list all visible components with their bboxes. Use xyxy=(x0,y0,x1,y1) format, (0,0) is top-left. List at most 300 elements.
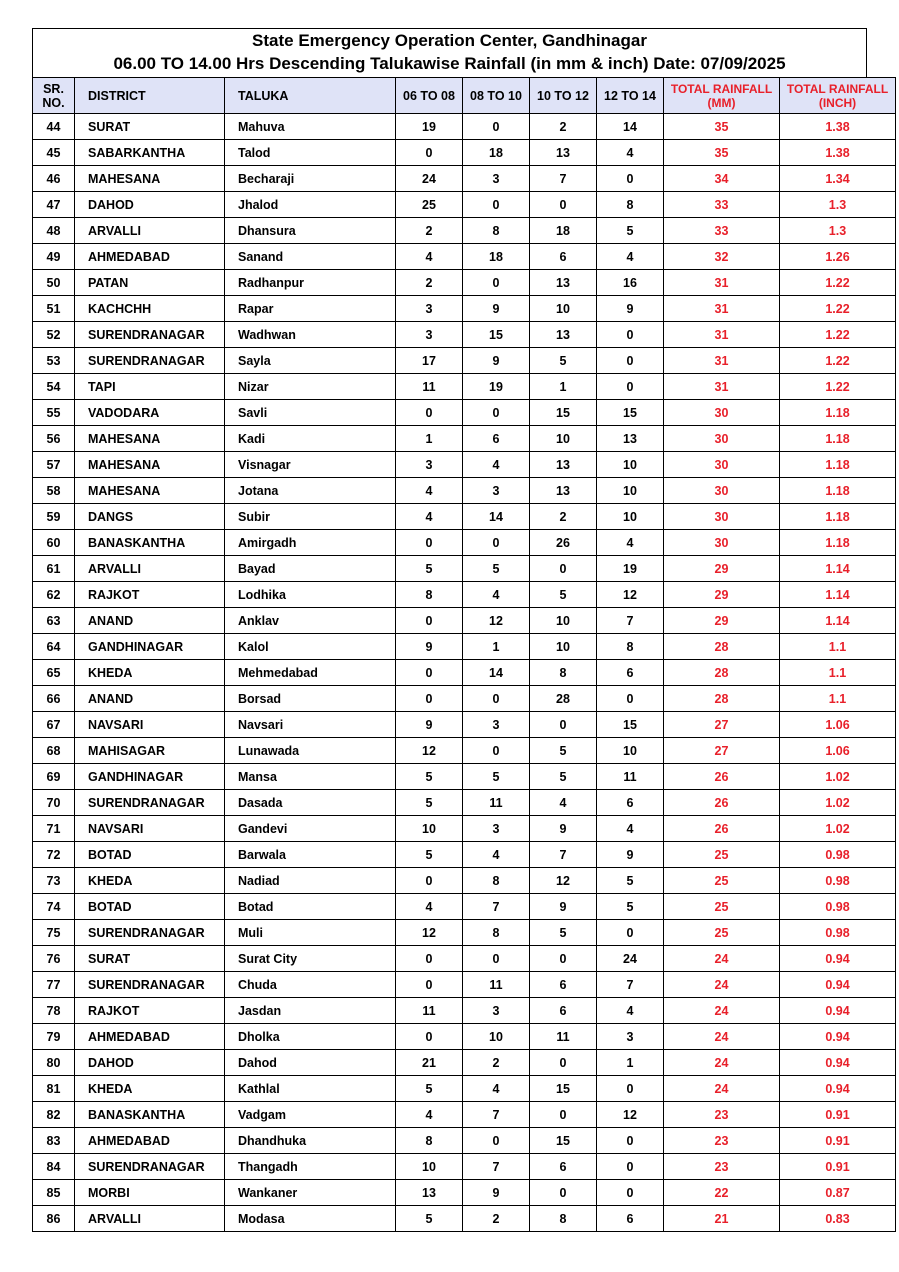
cell-rain-10-12: 2 xyxy=(530,114,597,140)
cell-total-inch: 0.91 xyxy=(780,1102,896,1128)
cell-taluka: Sanand xyxy=(225,244,396,270)
table-row xyxy=(33,114,896,140)
cell-total-inch: 0.83 xyxy=(780,1206,896,1232)
cell-taluka: Mansa xyxy=(225,764,396,790)
cell-rain-06-08: 1 xyxy=(396,426,463,452)
cell-rain-08-10: 0 xyxy=(463,192,530,218)
cell-rain-12-14: 19 xyxy=(597,556,664,582)
table-row xyxy=(33,530,896,556)
table-row xyxy=(33,972,896,998)
cell-rain-10-12: 10 xyxy=(530,296,597,322)
cell-sr-no: 59 xyxy=(33,504,75,530)
cell-district: KHEDA xyxy=(75,660,225,686)
cell-total-inch: 0.94 xyxy=(780,998,896,1024)
cell-total-mm: 27 xyxy=(664,712,780,738)
cell-rain-12-14: 0 xyxy=(597,1128,664,1154)
cell-rain-08-10: 4 xyxy=(463,452,530,478)
cell-rain-08-10: 6 xyxy=(463,426,530,452)
table-row xyxy=(33,868,896,894)
cell-district: AHMEDABAD xyxy=(75,1128,225,1154)
table-row xyxy=(33,1180,896,1206)
cell-total-inch: 1.18 xyxy=(780,478,896,504)
table-body xyxy=(33,114,896,1232)
cell-rain-08-10: 0 xyxy=(463,946,530,972)
table-row xyxy=(33,1154,896,1180)
cell-rain-08-10: 3 xyxy=(463,712,530,738)
cell-rain-08-10: 8 xyxy=(463,868,530,894)
cell-taluka: Anklav xyxy=(225,608,396,634)
table-row xyxy=(33,842,896,868)
table-row xyxy=(33,374,896,400)
cell-taluka: Vadgam xyxy=(225,1102,396,1128)
cell-rain-10-12: 7 xyxy=(530,166,597,192)
cell-district: SURAT xyxy=(75,946,225,972)
cell-total-mm: 24 xyxy=(664,1024,780,1050)
cell-sr-no: 80 xyxy=(33,1050,75,1076)
cell-total-mm: 22 xyxy=(664,1180,780,1206)
cell-rain-08-10: 9 xyxy=(463,1180,530,1206)
cell-total-inch: 0.94 xyxy=(780,972,896,998)
table-row xyxy=(33,816,896,842)
table-row xyxy=(33,452,896,478)
cell-rain-10-12: 5 xyxy=(530,764,597,790)
cell-district: RAJKOT xyxy=(75,998,225,1024)
cell-rain-10-12: 0 xyxy=(530,1102,597,1128)
cell-rain-10-12: 13 xyxy=(530,322,597,348)
cell-rain-10-12: 10 xyxy=(530,608,597,634)
rainfall-report xyxy=(32,28,889,1232)
cell-total-mm: 26 xyxy=(664,790,780,816)
cell-rain-08-10: 12 xyxy=(463,608,530,634)
table-row xyxy=(33,1050,896,1076)
cell-rain-06-08: 4 xyxy=(396,244,463,270)
header-taluka: TALUKA xyxy=(225,78,396,114)
cell-total-mm: 24 xyxy=(664,1050,780,1076)
cell-total-mm: 23 xyxy=(664,1128,780,1154)
cell-rain-12-14: 5 xyxy=(597,868,664,894)
table-row xyxy=(33,400,896,426)
header-total-mm-line1: TOTAL RAINFALL xyxy=(670,81,773,96)
cell-rain-06-08: 5 xyxy=(396,556,463,582)
table-row xyxy=(33,686,896,712)
cell-sr-no: 66 xyxy=(33,686,75,712)
cell-taluka: Lodhika xyxy=(225,582,396,608)
cell-rain-12-14: 0 xyxy=(597,374,664,400)
cell-total-mm: 28 xyxy=(664,686,780,712)
cell-total-mm: 31 xyxy=(664,270,780,296)
cell-rain-06-08: 5 xyxy=(396,764,463,790)
cell-rain-12-14: 8 xyxy=(597,634,664,660)
cell-rain-12-14: 0 xyxy=(597,322,664,348)
cell-rain-10-12: 11 xyxy=(530,1024,597,1050)
cell-total-inch: 1.18 xyxy=(780,426,896,452)
cell-district: ANAND xyxy=(75,608,225,634)
cell-sr-no: 78 xyxy=(33,998,75,1024)
cell-taluka: Wadhwan xyxy=(225,322,396,348)
cell-district: GANDHINAGAR xyxy=(75,764,225,790)
cell-rain-10-12: 10 xyxy=(530,634,597,660)
cell-district: MAHESANA xyxy=(75,166,225,192)
cell-total-inch: 1.14 xyxy=(780,608,896,634)
cell-rain-06-08: 4 xyxy=(396,894,463,920)
cell-taluka: Navsari xyxy=(225,712,396,738)
cell-total-mm: 30 xyxy=(664,478,780,504)
cell-total-inch: 1.3 xyxy=(780,192,896,218)
cell-total-mm: 32 xyxy=(664,244,780,270)
cell-rain-08-10: 9 xyxy=(463,348,530,374)
cell-rain-06-08: 8 xyxy=(396,1128,463,1154)
cell-total-mm: 31 xyxy=(664,348,780,374)
cell-taluka: Mahuva xyxy=(225,114,396,140)
cell-total-inch: 1.18 xyxy=(780,452,896,478)
cell-rain-12-14: 0 xyxy=(597,1180,664,1206)
cell-rain-12-14: 6 xyxy=(597,660,664,686)
cell-rain-08-10: 8 xyxy=(463,920,530,946)
cell-rain-12-14: 1 xyxy=(597,1050,664,1076)
cell-total-mm: 34 xyxy=(664,166,780,192)
cell-rain-08-10: 18 xyxy=(463,244,530,270)
cell-rain-10-12: 13 xyxy=(530,270,597,296)
cell-rain-06-08: 4 xyxy=(396,1102,463,1128)
cell-district: KHEDA xyxy=(75,1076,225,1102)
cell-rain-10-12: 12 xyxy=(530,868,597,894)
cell-rain-08-10: 19 xyxy=(463,374,530,400)
cell-rain-08-10: 2 xyxy=(463,1206,530,1232)
cell-sr-no: 82 xyxy=(33,1102,75,1128)
table-row xyxy=(33,712,896,738)
cell-rain-10-12: 0 xyxy=(530,1050,597,1076)
cell-taluka: Dahod xyxy=(225,1050,396,1076)
cell-total-mm: 30 xyxy=(664,400,780,426)
cell-rain-12-14: 16 xyxy=(597,270,664,296)
cell-total-inch: 0.98 xyxy=(780,894,896,920)
cell-rain-12-14: 11 xyxy=(597,764,664,790)
table-row xyxy=(33,894,896,920)
cell-total-mm: 31 xyxy=(664,322,780,348)
cell-sr-no: 56 xyxy=(33,426,75,452)
cell-rain-10-12: 28 xyxy=(530,686,597,712)
cell-rain-06-08: 0 xyxy=(396,868,463,894)
cell-total-inch: 1.1 xyxy=(780,634,896,660)
cell-district: MAHISAGAR xyxy=(75,738,225,764)
cell-sr-no: 72 xyxy=(33,842,75,868)
cell-total-mm: 24 xyxy=(664,1076,780,1102)
cell-total-mm: 25 xyxy=(664,868,780,894)
cell-rain-08-10: 11 xyxy=(463,972,530,998)
table-row xyxy=(33,998,896,1024)
cell-total-inch: 1.02 xyxy=(780,816,896,842)
cell-rain-10-12: 10 xyxy=(530,426,597,452)
cell-taluka: Dasada xyxy=(225,790,396,816)
cell-rain-08-10: 2 xyxy=(463,1050,530,1076)
cell-district: RAJKOT xyxy=(75,582,225,608)
cell-rain-12-14: 10 xyxy=(597,452,664,478)
cell-rain-12-14: 15 xyxy=(597,712,664,738)
cell-district: GANDHINAGAR xyxy=(75,634,225,660)
cell-sr-no: 74 xyxy=(33,894,75,920)
cell-total-mm: 29 xyxy=(664,582,780,608)
cell-rain-12-14: 15 xyxy=(597,400,664,426)
cell-taluka: Sayla xyxy=(225,348,396,374)
cell-total-mm: 31 xyxy=(664,296,780,322)
cell-district: SURENDRANAGAR xyxy=(75,322,225,348)
cell-rain-06-08: 12 xyxy=(396,738,463,764)
header-total-mm xyxy=(664,78,780,114)
cell-sr-no: 60 xyxy=(33,530,75,556)
cell-rain-12-14: 7 xyxy=(597,608,664,634)
cell-rain-12-14: 4 xyxy=(597,140,664,166)
cell-rain-12-14: 12 xyxy=(597,1102,664,1128)
cell-rain-10-12: 6 xyxy=(530,998,597,1024)
cell-total-inch: 1.34 xyxy=(780,166,896,192)
cell-rain-08-10: 18 xyxy=(463,140,530,166)
cell-taluka: Dhansura xyxy=(225,218,396,244)
cell-rain-06-08: 25 xyxy=(396,192,463,218)
cell-district: DAHOD xyxy=(75,192,225,218)
cell-rain-12-14: 3 xyxy=(597,1024,664,1050)
report-subtitle: 06.00 TO 14.00 Hrs Descending Talukawise Rainfall (in mm & inch) Date: 07/09/2025 xyxy=(113,54,786,73)
cell-rain-10-12: 1 xyxy=(530,374,597,400)
cell-total-mm: 24 xyxy=(664,972,780,998)
cell-total-inch: 1.18 xyxy=(780,400,896,426)
cell-rain-08-10: 14 xyxy=(463,660,530,686)
cell-total-inch: 1.18 xyxy=(780,530,896,556)
cell-rain-06-08: 3 xyxy=(396,322,463,348)
cell-rain-06-08: 2 xyxy=(396,270,463,296)
cell-rain-12-14: 10 xyxy=(597,738,664,764)
cell-rain-06-08: 0 xyxy=(396,686,463,712)
cell-taluka: Rapar xyxy=(225,296,396,322)
cell-taluka: Bayad xyxy=(225,556,396,582)
cell-rain-06-08: 0 xyxy=(396,946,463,972)
header-total-inch-line1: TOTAL RAINFALL xyxy=(786,81,889,96)
cell-rain-08-10: 11 xyxy=(463,790,530,816)
cell-sr-no: 86 xyxy=(33,1206,75,1232)
cell-district: MORBI xyxy=(75,1180,225,1206)
cell-taluka: Talod xyxy=(225,140,396,166)
cell-taluka: Subir xyxy=(225,504,396,530)
cell-total-inch: 1.38 xyxy=(780,140,896,166)
cell-rain-12-14: 4 xyxy=(597,816,664,842)
header-total-inch-line2: (INCH) xyxy=(818,95,857,110)
cell-sr-no: 49 xyxy=(33,244,75,270)
table-row xyxy=(33,738,896,764)
cell-rain-06-08: 5 xyxy=(396,1206,463,1232)
table-row xyxy=(33,660,896,686)
cell-rain-06-08: 24 xyxy=(396,166,463,192)
cell-sr-no: 48 xyxy=(33,218,75,244)
cell-total-mm: 21 xyxy=(664,1206,780,1232)
cell-sr-no: 57 xyxy=(33,452,75,478)
cell-rain-08-10: 9 xyxy=(463,296,530,322)
cell-total-inch: 1.06 xyxy=(780,738,896,764)
cell-rain-12-14: 24 xyxy=(597,946,664,972)
cell-total-inch: 1.02 xyxy=(780,790,896,816)
cell-sr-no: 54 xyxy=(33,374,75,400)
cell-total-mm: 29 xyxy=(664,608,780,634)
cell-sr-no: 61 xyxy=(33,556,75,582)
cell-total-mm: 33 xyxy=(664,192,780,218)
cell-taluka: Lunawada xyxy=(225,738,396,764)
cell-rain-06-08: 12 xyxy=(396,920,463,946)
cell-rain-06-08: 0 xyxy=(396,660,463,686)
cell-total-mm: 30 xyxy=(664,452,780,478)
cell-total-mm: 25 xyxy=(664,920,780,946)
cell-taluka: Botad xyxy=(225,894,396,920)
cell-rain-12-14: 4 xyxy=(597,998,664,1024)
cell-total-inch: 1.3 xyxy=(780,218,896,244)
cell-district: ARVALLI xyxy=(75,556,225,582)
cell-taluka: Kadi xyxy=(225,426,396,452)
cell-rain-10-12: 5 xyxy=(530,348,597,374)
cell-sr-no: 51 xyxy=(33,296,75,322)
cell-rain-06-08: 3 xyxy=(396,296,463,322)
cell-rain-06-08: 8 xyxy=(396,582,463,608)
cell-rain-12-14: 0 xyxy=(597,1154,664,1180)
cell-total-mm: 35 xyxy=(664,140,780,166)
header-total-mm-line2: (MM) xyxy=(707,95,736,110)
cell-rain-10-12: 13 xyxy=(530,140,597,166)
cell-total-mm: 28 xyxy=(664,634,780,660)
cell-sr-no: 84 xyxy=(33,1154,75,1180)
cell-rain-06-08: 9 xyxy=(396,712,463,738)
cell-total-inch: 0.98 xyxy=(780,920,896,946)
cell-district: SABARKANTHA xyxy=(75,140,225,166)
cell-rain-06-08: 11 xyxy=(396,998,463,1024)
cell-sr-no: 83 xyxy=(33,1128,75,1154)
cell-total-mm: 30 xyxy=(664,530,780,556)
cell-total-inch: 1.1 xyxy=(780,660,896,686)
cell-taluka: Gandevi xyxy=(225,816,396,842)
cell-district: KACHCHH xyxy=(75,296,225,322)
cell-rain-08-10: 0 xyxy=(463,1128,530,1154)
cell-rain-10-12: 18 xyxy=(530,218,597,244)
cell-total-inch: 1.06 xyxy=(780,712,896,738)
cell-rain-06-08: 9 xyxy=(396,634,463,660)
table-row xyxy=(33,1128,896,1154)
cell-district: KHEDA xyxy=(75,868,225,894)
cell-total-inch: 1.26 xyxy=(780,244,896,270)
table-row xyxy=(33,1024,896,1050)
cell-sr-no: 75 xyxy=(33,920,75,946)
cell-total-inch: 0.94 xyxy=(780,1050,896,1076)
cell-total-mm: 26 xyxy=(664,764,780,790)
cell-district: NAVSARI xyxy=(75,712,225,738)
header-sr-no xyxy=(33,78,75,114)
cell-rain-12-14: 10 xyxy=(597,504,664,530)
cell-taluka: Visnagar xyxy=(225,452,396,478)
cell-sr-no: 68 xyxy=(33,738,75,764)
table-row xyxy=(33,244,896,270)
header-sr-line2: NO. xyxy=(42,95,65,110)
cell-rain-08-10: 4 xyxy=(463,1076,530,1102)
cell-rain-06-08: 4 xyxy=(396,504,463,530)
cell-taluka: Savli xyxy=(225,400,396,426)
cell-district: TAPI xyxy=(75,374,225,400)
cell-sr-no: 64 xyxy=(33,634,75,660)
cell-rain-12-14: 4 xyxy=(597,530,664,556)
cell-district: SURENDRANAGAR xyxy=(75,790,225,816)
cell-rain-12-14: 0 xyxy=(597,920,664,946)
cell-taluka: Jasdan xyxy=(225,998,396,1024)
cell-rain-10-12: 6 xyxy=(530,1154,597,1180)
cell-sr-no: 71 xyxy=(33,816,75,842)
cell-rain-12-14: 0 xyxy=(597,166,664,192)
cell-rain-10-12: 8 xyxy=(530,660,597,686)
cell-total-mm: 29 xyxy=(664,556,780,582)
cell-rain-06-08: 21 xyxy=(396,1050,463,1076)
table-row xyxy=(33,634,896,660)
cell-total-inch: 0.98 xyxy=(780,842,896,868)
cell-sr-no: 63 xyxy=(33,608,75,634)
cell-rain-12-14: 9 xyxy=(597,842,664,868)
header-period-12-14: 12 TO 14 xyxy=(597,78,664,114)
cell-district: ARVALLI xyxy=(75,218,225,244)
table-row xyxy=(33,322,896,348)
cell-rain-12-14: 10 xyxy=(597,478,664,504)
cell-total-inch: 0.94 xyxy=(780,1024,896,1050)
table-row xyxy=(33,1206,896,1232)
cell-taluka: Kalol xyxy=(225,634,396,660)
cell-rain-10-12: 6 xyxy=(530,244,597,270)
cell-total-mm: 31 xyxy=(664,374,780,400)
report-title-block xyxy=(32,28,867,77)
cell-rain-08-10: 5 xyxy=(463,764,530,790)
cell-total-inch: 1.14 xyxy=(780,556,896,582)
table-row xyxy=(33,1102,896,1128)
cell-rain-12-14: 8 xyxy=(597,192,664,218)
cell-rain-08-10: 8 xyxy=(463,218,530,244)
cell-rain-06-08: 10 xyxy=(396,1154,463,1180)
cell-total-mm: 24 xyxy=(664,998,780,1024)
cell-district: SURAT xyxy=(75,114,225,140)
cell-total-mm: 24 xyxy=(664,946,780,972)
cell-total-inch: 1.22 xyxy=(780,374,896,400)
table-row xyxy=(33,478,896,504)
cell-rain-06-08: 0 xyxy=(396,972,463,998)
cell-total-inch: 1.14 xyxy=(780,582,896,608)
cell-rain-10-12: 26 xyxy=(530,530,597,556)
table-row xyxy=(33,192,896,218)
table-row xyxy=(33,348,896,374)
cell-rain-08-10: 0 xyxy=(463,686,530,712)
cell-district: SURENDRANAGAR xyxy=(75,1154,225,1180)
table-row xyxy=(33,166,896,192)
cell-total-inch: 1.02 xyxy=(780,764,896,790)
cell-sr-no: 44 xyxy=(33,114,75,140)
header-district: DISTRICT xyxy=(75,78,225,114)
cell-rain-10-12: 13 xyxy=(530,452,597,478)
cell-sr-no: 46 xyxy=(33,166,75,192)
cell-rain-12-14: 5 xyxy=(597,894,664,920)
cell-district: DANGS xyxy=(75,504,225,530)
table-row xyxy=(33,1076,896,1102)
cell-sr-no: 77 xyxy=(33,972,75,998)
cell-rain-12-14: 0 xyxy=(597,1076,664,1102)
cell-total-inch: 1.22 xyxy=(780,322,896,348)
cell-rain-08-10: 0 xyxy=(463,530,530,556)
table-row xyxy=(33,140,896,166)
cell-rain-06-08: 0 xyxy=(396,1024,463,1050)
cell-district: MAHESANA xyxy=(75,478,225,504)
cell-sr-no: 70 xyxy=(33,790,75,816)
cell-sr-no: 55 xyxy=(33,400,75,426)
cell-rain-06-08: 0 xyxy=(396,400,463,426)
table-row xyxy=(33,296,896,322)
cell-district: BANASKANTHA xyxy=(75,530,225,556)
cell-rain-06-08: 5 xyxy=(396,790,463,816)
cell-rain-08-10: 4 xyxy=(463,842,530,868)
